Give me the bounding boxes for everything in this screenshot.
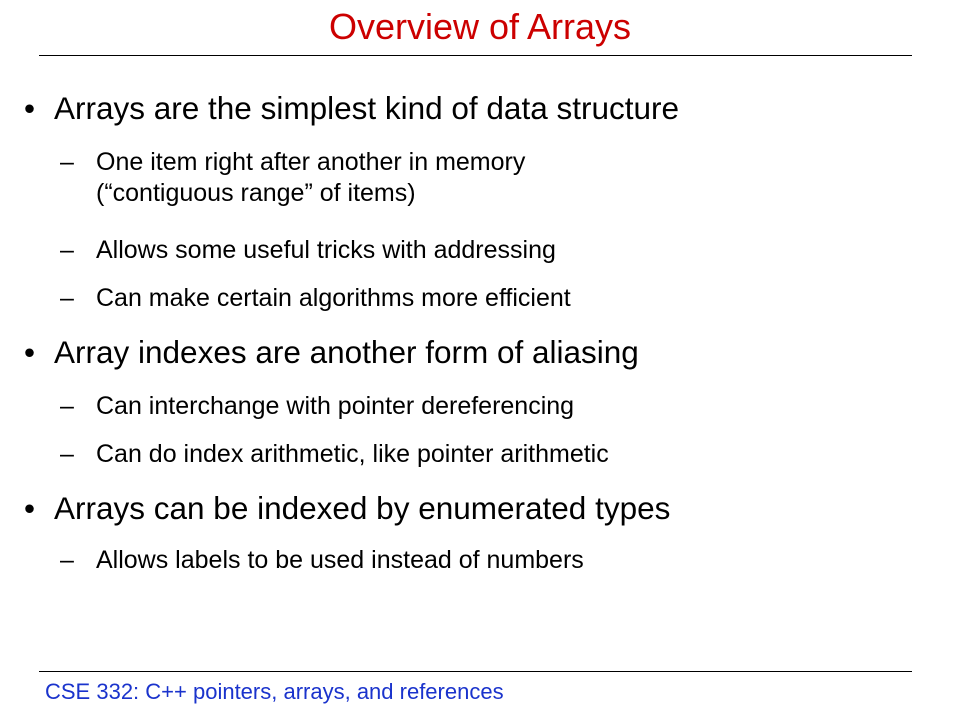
sub-bullet-marker: – xyxy=(60,284,74,312)
sub-bullet-marker: – xyxy=(60,148,74,176)
sub-bullet-marker: – xyxy=(60,236,74,264)
slide-footer: CSE 332: C++ pointers, arrays, and references xyxy=(45,679,504,704)
sub-bullet-text: One item right after another in memory xyxy=(96,148,526,176)
sub-bullet-text: Can make certain algorithms more efficient xyxy=(96,284,571,312)
bullet-marker: • xyxy=(24,334,36,370)
bullet-text: Array indexes are another form of aliasing xyxy=(54,334,639,370)
sub-bullet-marker: – xyxy=(60,546,74,574)
sub-bullet-marker: – xyxy=(60,392,74,420)
sub-bullet-text: Allows some useful tricks with addressing xyxy=(96,236,556,264)
bullet-text: Arrays can be indexed by enumerated types xyxy=(54,490,671,526)
bullet-marker: • xyxy=(24,490,36,526)
bullet-marker: • xyxy=(24,90,36,126)
bullet-list xyxy=(24,0,924,640)
sub-bullet-text: Allows labels to be used instead of numbers xyxy=(96,546,584,574)
sub-bullet-text: Can interchange with pointer dereferencing xyxy=(96,392,575,420)
sub-bullet-marker: – xyxy=(60,440,74,468)
sub-bullet-text-continued: (“contiguous range” of items) xyxy=(96,179,416,207)
slide-title: Overview of Arrays xyxy=(328,6,632,47)
footer-divider xyxy=(39,671,912,672)
bullet-text: Arrays are the simplest kind of data structure xyxy=(54,90,680,126)
sub-bullet-text: Can do index arithmetic, like pointer arithmetic xyxy=(96,440,609,468)
